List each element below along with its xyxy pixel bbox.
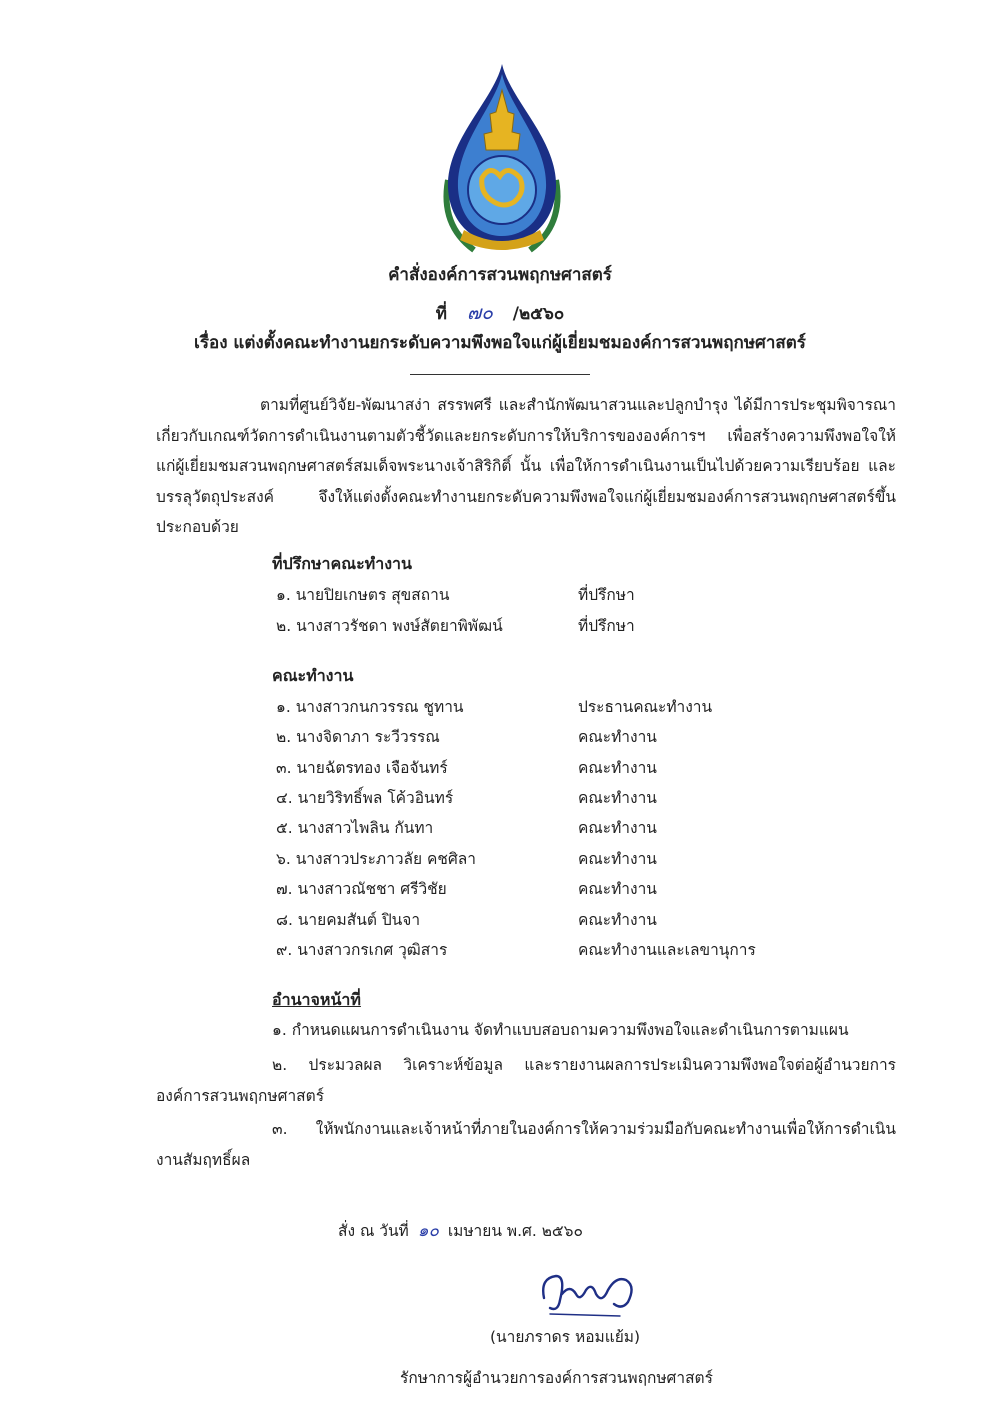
member-role: คณะทำงาน: [578, 819, 657, 837]
member-name: ๕. นางสาวไพลิน กันทา: [276, 819, 434, 837]
order-title: คำสั่งองค์การสวนพฤกษศาสตร์: [388, 265, 612, 285]
committee-row: [276, 876, 896, 906]
advisor-row: [276, 582, 896, 612]
duty-item: [156, 1114, 896, 1176]
duties-heading: อำนาจหน้าที่: [272, 990, 361, 1009]
member-role: คณะทำงานและเลขานุการ: [578, 941, 756, 959]
ordered-at: สั่ง ณ วันที่: [338, 1222, 409, 1240]
member-name: ๑. นายปิยเกษตร สุขสถาน: [276, 586, 450, 604]
order-month-year: เมษายน พ.ศ. ๒๕๖๐: [447, 1222, 583, 1240]
member-role: คณะทำงาน: [578, 911, 657, 929]
member-name: ๙. นางสาวกรเกศ วุฒิสาร: [276, 941, 448, 959]
committee-row: [276, 755, 896, 785]
member-name: ๘. นายคมสันต์ ปินจา: [276, 911, 421, 929]
member-role: คณะทำงาน: [578, 880, 657, 898]
order-subject: เรื่อง แต่งตั้งคณะทำงานยกระดับความพึงพอใจแก่ผู้เยี่ยมชมองค์การสวนพฤกษศาสตร์: [194, 333, 806, 353]
committee-row: [276, 907, 896, 937]
order-day: ๑๐: [417, 1221, 439, 1241]
number-suffix: /๒๕๖๐: [512, 304, 565, 324]
intro-paragraph: [156, 390, 896, 543]
member-name: ๗. นางสาวณัชชา ศรีวิชัย: [276, 880, 447, 898]
member-role: คณะทำงาน: [578, 850, 657, 868]
member-role: ที่ปรึกษา: [578, 617, 635, 635]
member-name: ๒. นางจิดาภา ระวีวรรณ: [276, 728, 440, 746]
order-date: [338, 1217, 583, 1244]
handwritten-signature: [536, 1264, 646, 1320]
member-name: ๓. นายฉัตรทอง เจือจันทร์: [276, 759, 448, 777]
duty-item: [156, 1015, 896, 1046]
member-name: ๒. นางสาวรัชดา พงษ์สัตยาพิพัฒน์: [276, 617, 503, 635]
order-number: [0, 298, 1000, 328]
duty-text: ๓. ให้พนักงานและเจ้าหน้าที่ภายในองค์การให้ความร่วมมือกับคณะทำงานเพื่อให้การดำเนินงานสัมฤทธิ์ผล: [156, 1120, 896, 1169]
member-role: คณะทำงาน: [578, 728, 657, 746]
committee-row: [276, 694, 896, 724]
committee-row: [276, 937, 896, 967]
member-role: ที่ปรึกษา: [578, 586, 635, 604]
member-role: คณะทำงาน: [578, 789, 657, 807]
member-name: ๔. นายวิริทธิ์พล โค้วอินทร์: [276, 789, 454, 807]
divider: [410, 374, 590, 375]
member-name: ๖. นางสาวประภาวลัย คชศิลา: [276, 850, 476, 868]
signer-title: รักษาการผู้อำนวยการองค์การสวนพฤกษศาสตร์: [400, 1369, 713, 1387]
committee-row: [276, 785, 896, 815]
emblem-circle: [468, 156, 536, 224]
number-prefix: ที่: [435, 304, 448, 324]
member-name: ๑. นางสาวกนกวรรณ ชูทาน: [276, 698, 464, 716]
duty-text: ๑. กำหนดแผนการดำเนินงาน จัดทำแบบสอบถามความพึงพอใจและดำเนินการตามแผน: [272, 1021, 849, 1039]
duty-text: ๒. ประมวลผล วิเคราะห์ข้อมูล และรายงานผลการประเมินความพึงพอใจต่อผู้อำนวยการองค์การสวนพฤกษศาสตร์: [156, 1056, 896, 1105]
member-role: ประธานคณะทำงาน: [578, 698, 713, 716]
signer-name: (นายภราดร หอมแย้ม): [490, 1328, 641, 1346]
committee-row: [276, 724, 896, 754]
member-role: คณะทำงาน: [578, 759, 657, 777]
advisor-row: [276, 613, 896, 643]
committee-heading: คณะทำงาน: [272, 666, 354, 685]
advisors-heading: ที่ปรึกษาคณะทำงาน: [272, 554, 412, 573]
committee-row: [276, 846, 896, 876]
organization-logo: [434, 60, 570, 260]
number-value: ๗๐: [466, 302, 493, 324]
duty-item: [156, 1050, 896, 1112]
committee-row: [276, 815, 896, 845]
intro-text: ตามที่ศูนย์วิจัย-พัฒนาสง่า สรรพศรี และสำนักพัฒนาสวนและปลูกบำรุง ได้มีการประชุมพิจารณาเกี่ยวกับเกณฑ์วัดการดำเนินงานตามตัวชี้วัดและยกระดับการให้บริการขององค์การฯ เพื่อสร้างความพึงพอใจให้แก่ผู้เยี่ยมชมสวนพฤกษศาสตร์สมเด็จพระนางเจ้าสิริกิติ์ นั้น เพื่อให้การดำเนินงานเป็นไปด้วยความเรียบร้อย และบรรลุวัตถุประสงค์ จึงให้แต่งตั้งคณะทำงานยกระดับความพึงพอใจแก่ผู้เยี่ยมชมองค์การสวนพฤกษศาสตร์ขึ้น ประกอบด้วย: [156, 396, 896, 536]
